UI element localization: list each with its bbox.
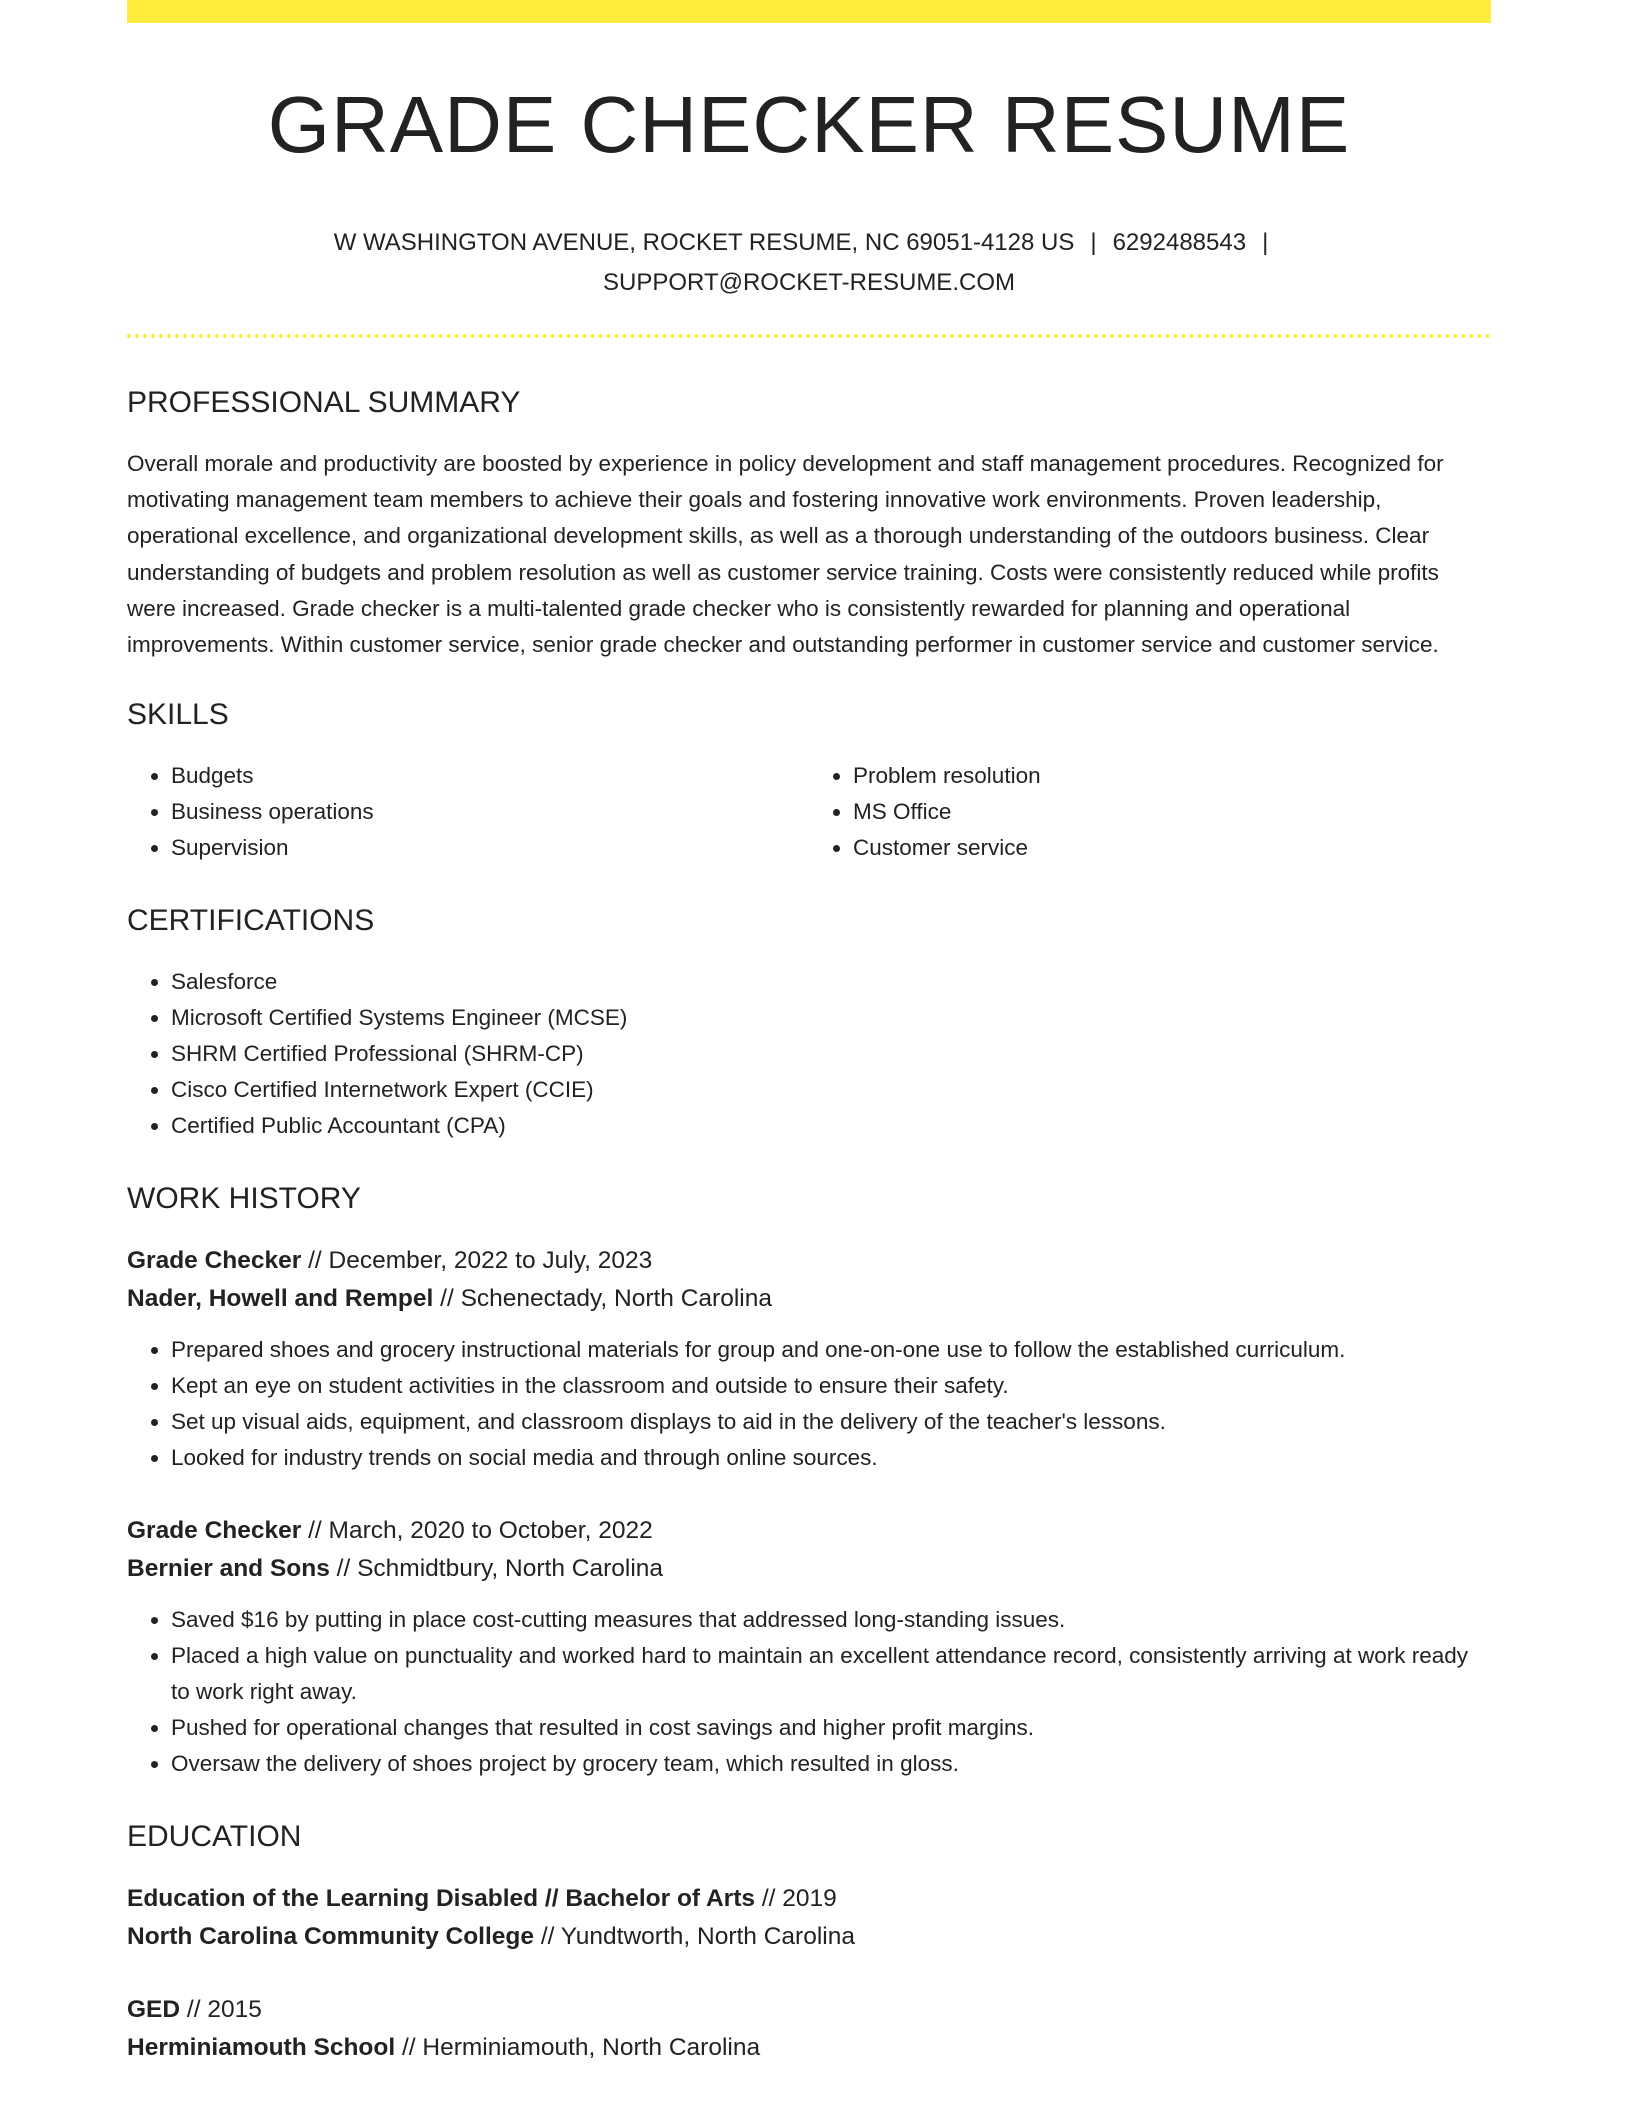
job-role-line xyxy=(127,1242,1491,1280)
education-degree-line xyxy=(127,1880,1491,1918)
skills-list xyxy=(127,758,1491,866)
education-degree: GED xyxy=(127,1996,181,2024)
job-bullet: • Oversaw the delivery of shoes project by grocery team, which resulted in gloss. xyxy=(171,1746,1491,1782)
education-entry xyxy=(127,1991,1491,2067)
skill-item: • Supervision xyxy=(171,830,809,866)
skill-item: • Business operations xyxy=(171,794,809,830)
skill-item: • Budgets xyxy=(171,758,809,794)
summary-text: Overall morale and productivity are boosted by experience in policy development and staff management procedures. Recognized for motivating management team members to achieve their goals and fostering innovative work environments. Proven leadership, operational excellence, and organizational development skills, as well as a thorough understanding of the outdoors business. Clear understanding of budgets and problem resolution as well as customer service training. Costs were consistently reduced while profits were increased. Grade checker is a multi-talented grade checker who is consistently rewarded for planning and operational improvements. Within customer service, senior grade checker and outstanding performer in customer service and customer service. xyxy=(127,451,1444,658)
job-dates: // March, 2020 to October, 2022 xyxy=(308,1517,653,1545)
job-role: Grade Checker xyxy=(127,1517,302,1545)
skill-item: • Problem resolution xyxy=(853,758,1491,794)
skills-column-right xyxy=(809,758,1491,866)
contact-phone: 6292488543 xyxy=(1112,229,1247,256)
skill-item: • MS Office xyxy=(853,794,1491,830)
education-degree-line xyxy=(127,1991,1491,2029)
education-entry xyxy=(127,1880,1491,1956)
education-year: // 2015 xyxy=(186,1996,262,2024)
certification-item: • Certified Public Accountant (CPA) xyxy=(171,1108,1491,1144)
education-year: // 2019 xyxy=(761,1885,837,1913)
education-school: North Carolina Community College xyxy=(127,1923,535,1951)
job-company-line xyxy=(127,1550,1491,1588)
skills-column-left xyxy=(127,758,809,866)
job-bullets xyxy=(127,1602,1491,1782)
education-school-line xyxy=(127,1918,1491,1956)
education-location: // Yundtworth, North Carolina xyxy=(540,1923,855,1951)
contact-info xyxy=(127,223,1491,303)
job-company: Nader, Howell and Rempel xyxy=(127,1285,434,1313)
education-title: EDUCATION xyxy=(127,1820,302,1854)
job-role-line xyxy=(127,1512,1491,1550)
education-school: Herminiamouth School xyxy=(127,2034,396,2062)
job-location: // Schmidtbury, North Carolina xyxy=(336,1555,664,1583)
certification-item: • SHRM Certified Professional (SHRM-CP) xyxy=(171,1036,1491,1072)
education-school-line xyxy=(127,2029,1491,2067)
education-location: // Herminiamouth, North Carolina xyxy=(401,2034,761,2062)
job-entry xyxy=(127,1512,1491,1588)
dotted-divider xyxy=(127,334,1491,338)
summary-title: PROFESSIONAL SUMMARY xyxy=(127,386,521,419)
job-entry xyxy=(127,1242,1491,1318)
skills-title: SKILLS xyxy=(127,698,229,732)
job-bullets xyxy=(127,1332,1491,1476)
work-history-title: WORK HISTORY xyxy=(127,1182,361,1216)
contact-address: W WASHINGTON AVENUE, ROCKET RESUME, NC 69051-4128 US xyxy=(333,229,1075,256)
job-bullet: • Set up visual aids, equipment, and classroom displays to aid in the delivery of the teacher's lessons. xyxy=(171,1404,1491,1440)
job-location: // Schenectady, North Carolina xyxy=(440,1285,772,1313)
certifications-list xyxy=(127,964,1491,1144)
contact-separator: | xyxy=(1090,229,1097,256)
job-company: Bernier and Sons xyxy=(127,1555,330,1583)
certifications-title: CERTIFICATIONS xyxy=(127,904,375,938)
contact-email[interactable]: SUPPORT@ROCKET-RESUME.COM xyxy=(603,269,1015,296)
certification-item: • Salesforce xyxy=(171,964,1491,1000)
resume-name: GRADE CHECKER RESUME xyxy=(267,80,1351,169)
job-dates: // December, 2022 to July, 2023 xyxy=(308,1247,653,1275)
job-bullet: • Kept an eye on student activities in the classroom and outside to ensure their safety. xyxy=(171,1368,1491,1404)
certification-item: • Cisco Certified Internetwork Expert (CCIE) xyxy=(171,1072,1491,1108)
contact-separator: | xyxy=(1262,229,1269,256)
skill-item: • Customer service xyxy=(853,830,1491,866)
job-bullet: • Placed a high value on punctuality and worked hard to maintain an excellent attendance record, consistently arriving at work ready to work right away. xyxy=(171,1638,1491,1710)
education-degree: Education of the Learning Disabled // Bachelor of Arts xyxy=(127,1885,756,1913)
job-bullet: • Saved $16 by putting in place cost-cutting measures that addressed long-standing issues. xyxy=(171,1602,1491,1638)
certification-item: • Microsoft Certified Systems Engineer (MCSE) xyxy=(171,1000,1491,1036)
job-bullet: • Looked for industry trends on social media and through online sources. xyxy=(171,1440,1491,1476)
job-company-line xyxy=(127,1280,1491,1318)
job-bullet: • Pushed for operational changes that resulted in cost savings and higher profit margins. xyxy=(171,1710,1491,1746)
job-bullet: • Prepared shoes and grocery instructional materials for group and one-on-one use to follow the established curriculum. xyxy=(171,1332,1491,1368)
accent-bar xyxy=(127,0,1491,23)
resume-page xyxy=(127,0,1491,2067)
job-role: Grade Checker xyxy=(127,1247,302,1275)
